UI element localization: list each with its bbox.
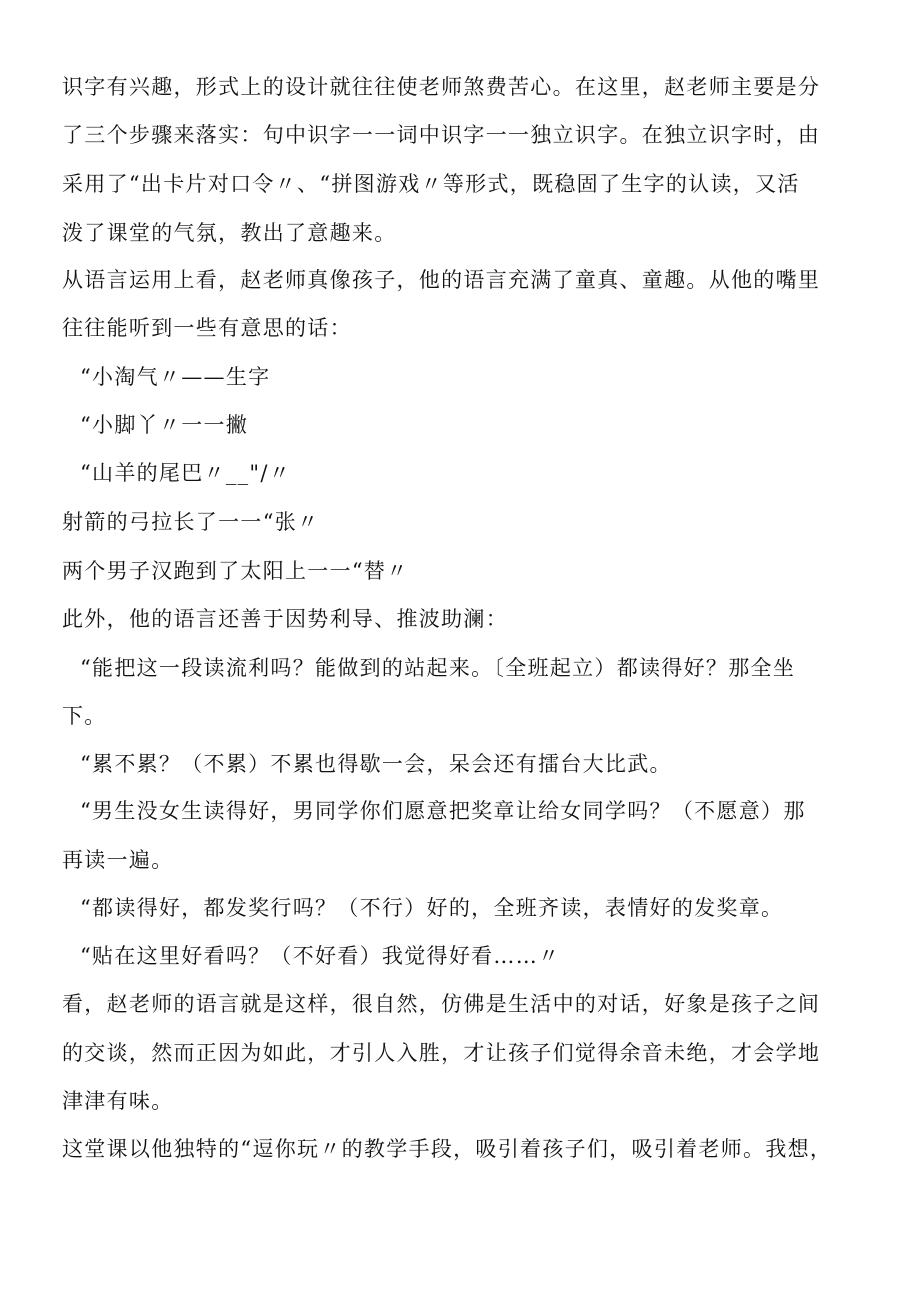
paragraph-line: 此外，他的语言还善于因势利导、推波助澜： [62, 607, 508, 631]
paragraph-line: 识字有兴趣，形式上的设计就往往使老师煞费苦心。在这里，赵老师主要是分 [62, 75, 821, 99]
paragraph-line: 往往能听到一些有意思的话： [62, 316, 352, 340]
dialogue-line: 再读一遍。 [62, 848, 174, 872]
quote-line: 两个男子汉跑到了太阳上一一“替〃 [62, 559, 409, 583]
dialogue-line: “男生没女生读得好，男同学你们愿意把奖章让给女同学吗？（不愿意）那 [80, 799, 806, 823]
paragraph-line: 泼了课堂的气氛，教出了意趣来。 [62, 221, 397, 245]
paragraph-line: 津津有味。 [62, 1089, 174, 1113]
dialogue-line: “贴在这里好看吗？（不好看）我觉得好看……〃 [80, 944, 561, 968]
quote-line: “小淘气〃——生字 [80, 365, 271, 389]
paragraph-line: 的交谈，然而正因为如此，才引人入胜，才让孩子们觉得余音未绝，才会学地 [62, 1041, 821, 1065]
dialogue-line: “累不累？（不累）不累也得歇一会，呆会还有擂台大比武。 [80, 752, 672, 776]
paragraph-line: 看，赵老师的语言就是这样，很自然，仿佛是生活中的对话，好象是孩子之间 [62, 992, 821, 1016]
paragraph-line: 了三个步骤来落实：句中识字一一词中识字一一独立识字。在独立识字时，由 [62, 123, 821, 147]
dialogue-line: “能把这一段读流利吗？能做到的站起来。〔全班起立）都读得好？那全坐 [80, 656, 796, 680]
quote-line: “小脚丫〃一一撇 [80, 413, 249, 437]
dialogue-line: “都读得好，都发奖行吗？（不行）好的，全班齐读，表情好的发奖章。 [80, 896, 784, 920]
paragraph-line: 这堂课以他独特的“逗你玩〃的教学手段，吸引着孩子们，吸引着老师。我想， [62, 1137, 833, 1161]
quote-line: 射箭的弓拉长了一一“张〃 [62, 510, 320, 534]
dialogue-line: 下。 [62, 704, 107, 728]
paragraph-line: 从语言运用上看，赵老师真像孩子，他的语言充满了童真、童趣。从他的嘴里 [62, 268, 821, 292]
quote-line: “山羊的尾巴〃__"/〃 [80, 461, 292, 485]
paragraph-line: 采用了“出卡片对口令〃、“拼图游戏〃等形式，既稳固了生字的认读，又活 [62, 172, 800, 196]
